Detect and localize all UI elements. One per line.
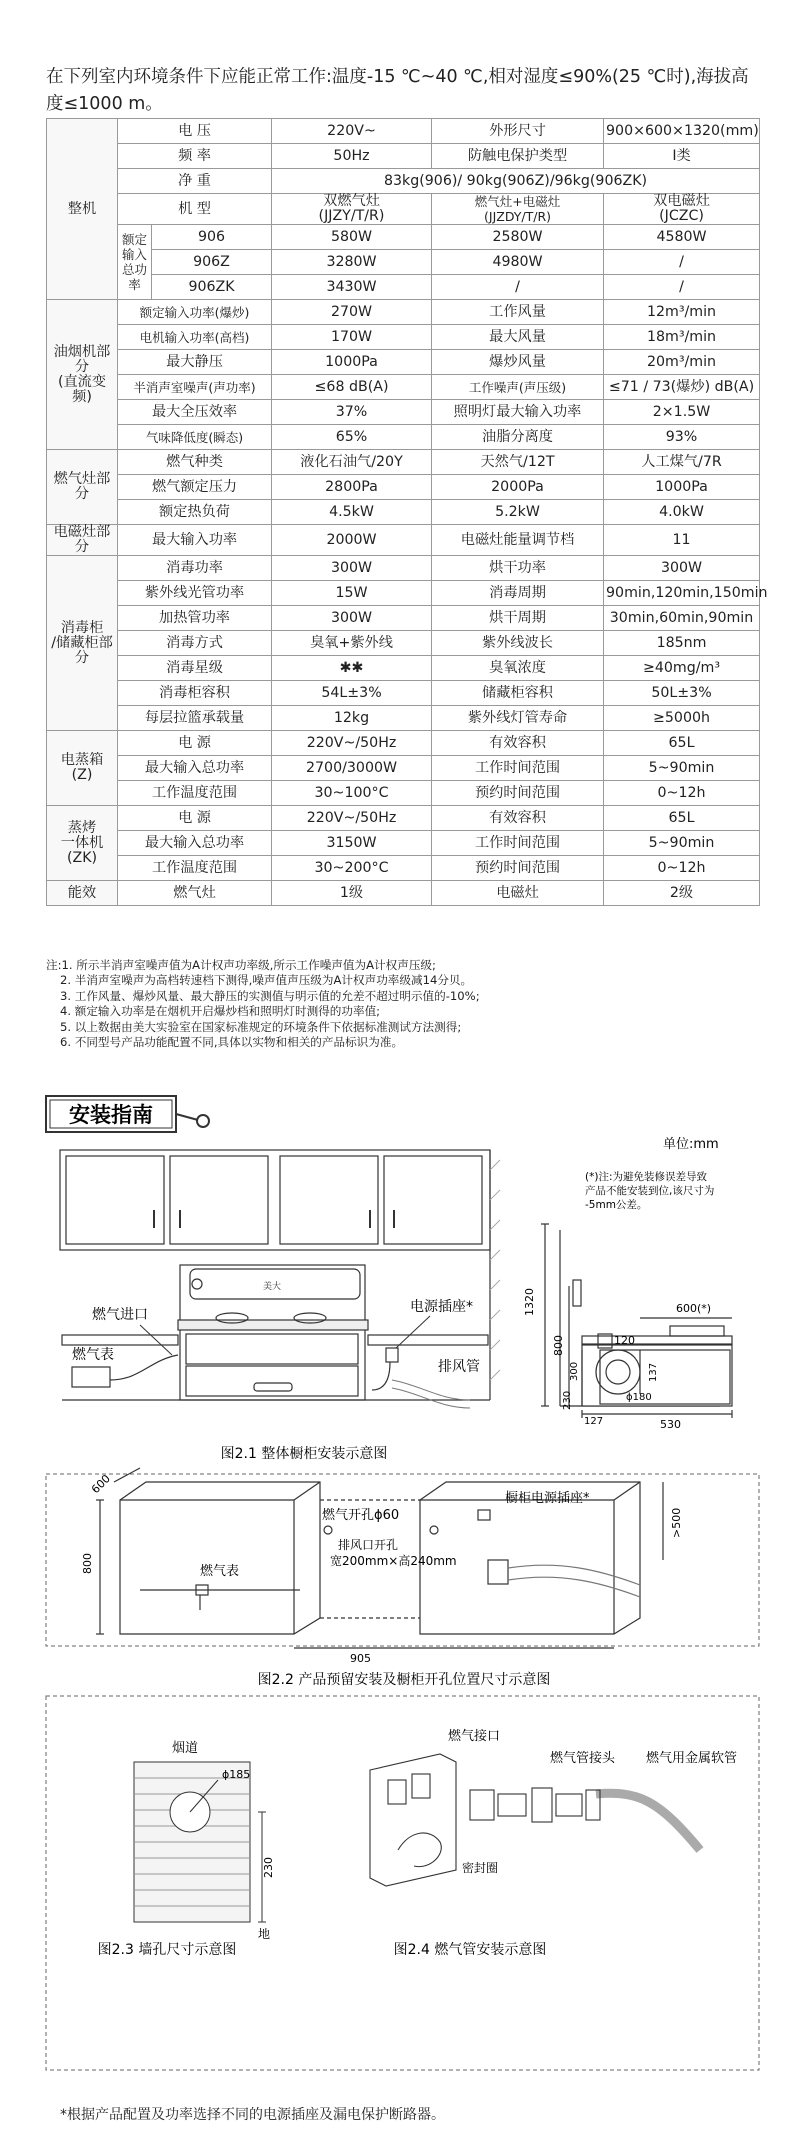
spec-label: 燃气额定压力 [118,475,272,500]
spec-cell: 工作时间范围 [432,831,604,856]
spec-label: 工作温度范围 [118,856,272,881]
spec-cell: 65L [604,731,760,756]
rated-power-label: 额定输入总功率 [118,225,152,300]
spec-cell: 900×600×1320(mm) [604,119,760,144]
spec-label: 电 源 [118,806,272,831]
spec-cell: ≤71 / 73(爆炒) dB(A) [604,375,760,400]
spec-cell: 天然气/12T [432,450,604,475]
spec-row [47,681,760,706]
spec-row [47,425,760,450]
group-label: 能效 [47,881,118,906]
side-note-3: -5mm公差。 [585,1199,648,1211]
spec-row [47,350,760,375]
spec-cell: 30~100°C [272,781,432,806]
spec-cell: 90min,120min,150min [604,581,760,606]
spec-cell: 2×1.5W [604,400,760,425]
spec-cell: 3150W [272,831,432,856]
spec-cell: 906 [152,225,272,250]
spec-label: 紫外线光管功率 [118,581,272,606]
note-line: 5. 以上数据由美大实验室在国家标准规定的环境条件下依据标准测试方法测得; [60,1019,462,1034]
spec-cell: 4580W [604,225,760,250]
spec-cell: 170W [272,325,432,350]
svg-text:ϕ180: ϕ180 [626,1392,652,1403]
spec-row [47,656,760,681]
spec-cell: 50Hz [272,144,432,169]
spec-cell: 54L±3% [272,681,432,706]
intro-text: 在下列室内环境条件下应能正常工作:温度-15 ℃~40 ℃,相对湿度≤90%(25 ℃时),海拔高度≤1000 m。 [46,67,749,114]
spec-label: 机 型 [118,194,272,225]
group-label: 燃气灶部分 [47,450,118,525]
spec-row [47,731,760,756]
spec-cell: 220V~/50Hz [272,806,432,831]
spec-label: 每层拉篮承载量 [118,706,272,731]
spec-cell: 照明灯最大输入功率 [432,400,604,425]
label-exhaust-hole: 排风口开孔 [338,1538,399,1552]
spec-cell: 2700/3000W [272,756,432,781]
group-label: 整机 [47,119,118,300]
spec-cell: 12kg [272,706,432,731]
spec-cell: 有效容积 [432,806,604,831]
spec-cell: 双电磁灶 (JCZC) [604,194,760,225]
spec-label: 工作温度范围 [118,781,272,806]
spec-cell: 300W [604,556,760,581]
spec-label: 额定热负荷 [118,500,272,525]
spec-row [47,300,760,325]
group-label: 电蒸箱 (Z) [47,731,118,806]
spec-cell: 5~90min [604,831,760,856]
spec-cell: 93% [604,425,760,450]
spec-row [47,450,760,475]
spec-cell: 15W [272,581,432,606]
figure-2-4 [370,1754,700,1886]
spec-cell: ≥40mg/m³ [604,656,760,681]
label-hose-joint: 燃气管接头 [550,1751,616,1766]
spec-row [47,325,760,350]
spec-row [47,500,760,525]
spec-cell: 紫外线灯管寿命 [432,706,604,731]
svg-text:600(*): 600(*) [676,1302,712,1315]
spec-cell: 液化石油气/20Y [272,450,432,475]
spec-cell: 双燃气灶 (JJZY/T/R) [272,194,432,225]
spec-cell: / [604,250,760,275]
spec-cell: 3430W [272,275,432,300]
spec-cell: 270W [272,300,432,325]
spec-cell: 2800Pa [272,475,432,500]
spec-cell: 20m³/min [604,350,760,375]
side-note-2: 产品不能安装到位,该尺寸为 [585,1185,715,1197]
spec-cell: 外形尺寸 [432,119,604,144]
spec-cell: 预约时间范围 [432,781,604,806]
spec-cell: 4.5kW [272,500,432,525]
spec-cell: 4980W [432,250,604,275]
spec-row [47,144,760,169]
spec-label: 净 重 [118,169,272,194]
spec-label: 最大输入总功率 [118,831,272,856]
spec-row [47,275,760,300]
spec-label: 气味降低度(瞬态) [118,425,272,450]
label-gas-meter-2: 燃气表 [200,1564,240,1579]
spec-label: 消毒柜容积 [118,681,272,706]
spec-cell: I类 [604,144,760,169]
spec-cell: 65% [272,425,432,450]
svg-text:800: 800 [81,1553,94,1574]
note-line: 6. 不同型号产品功能配置不同,具体以实物和相关的产品标识为准。 [60,1035,404,1050]
spec-row [47,781,760,806]
spec-cell: 1000Pa [604,475,760,500]
figure-2-1 [60,1150,500,1408]
spec-cell: 65L [604,806,760,831]
spec-cell: 储藏柜容积 [432,681,604,706]
spec-cell: 防触电保护类型 [432,144,604,169]
spec-row [47,606,760,631]
spec-row [47,119,760,144]
notes [46,958,480,1050]
spec-row [47,581,760,606]
svg-text:美大: 美大 [262,1282,282,1292]
label-exhaust: 排风管 [438,1359,480,1375]
spec-cell: 臭氧+紫外线 [272,631,432,656]
spec-cell: 臭氧浓度 [432,656,604,681]
spec-label: 加热管功率 [118,606,272,631]
spec-label: 电机输入功率(高档) [118,325,272,350]
spec-cell: 4.0kW [604,500,760,525]
note-line: 4. 额定输入功率是在烟机开启爆炒档和照明灯时测得的功率值; [60,1004,381,1019]
section-title: 安装指南 [69,1103,153,1127]
spec-cell: 工作风量 [432,300,604,325]
spec-cell: 烘干功率 [432,556,604,581]
spec-label: 最大输入功率 [118,525,272,556]
label-gas-hole: 燃气开孔ϕ60 [322,1508,400,1523]
spec-row [47,831,760,856]
svg-text:800: 800 [552,1335,565,1356]
svg-text:230: 230 [262,1857,275,1878]
spec-row [47,556,760,581]
label-gas-meter: 燃气表 [72,1347,114,1363]
spec-label: 最大静压 [118,350,272,375]
spec-row [47,400,760,425]
spec-cell: 0~12h [604,856,760,881]
spec-label: 最大全压效率 [118,400,272,425]
spec-row [47,881,760,906]
group-label: 电磁灶部分 [47,525,118,556]
spec-cell: 油脂分离度 [432,425,604,450]
spec-label: 额定输入功率(爆炒) [118,300,272,325]
spec-row [47,631,760,656]
spec-cell: ✱✱ [272,656,432,681]
svg-text:地: 地 [258,1927,271,1941]
spec-cell: 5~90min [604,756,760,781]
figure-2-2-caption: 图2.2 产品预留安装及橱柜开孔位置尺寸示意图 [257,1672,551,1688]
spec-label: 消毒功率 [118,556,272,581]
spec-cell: 消毒周期 [432,581,604,606]
spec-row [47,169,760,194]
label-cabinet-socket: 橱柜电源插座* [505,1491,590,1506]
spec-cell: 紫外线波长 [432,631,604,656]
spec-cell: 300W [272,606,432,631]
spec-row [47,756,760,781]
spec-cell: 50L±3% [604,681,760,706]
spec-cell: / [432,275,604,300]
spec-cell: 83kg(906)/ 90kg(906Z)/96kg(906ZK) [272,169,760,194]
label-metal-hose: 燃气用金属软管 [646,1751,738,1766]
spec-cell: 5.2kW [432,500,604,525]
spec-cell: ≥5000h [604,706,760,731]
spec-row [47,706,760,731]
spec-cell: 2000W [272,525,432,556]
spec-cell: 37% [272,400,432,425]
spec-row [47,806,760,831]
installation-figures [0,1090,790,2100]
spec-label: 频 率 [118,144,272,169]
spec-cell: 0~12h [604,781,760,806]
svg-text:530: 530 [660,1418,681,1431]
spec-cell: 30~200°C [272,856,432,881]
spec-label: 燃气种类 [118,450,272,475]
spec-cell: 最大风量 [432,325,604,350]
svg-text:600: 600 [88,1472,113,1497]
spec-label: 消毒星级 [118,656,272,681]
svg-text:ϕ185: ϕ185 [222,1768,251,1781]
label-flue: 烟道 [172,1741,199,1756]
spec-cell: 2000Pa [432,475,604,500]
spec-label: 半消声室噪声(声功率) [118,375,272,400]
figure-2-1-caption: 图2.1 整体橱柜安装示意图 [220,1446,388,1462]
figure-2-1-side [541,1224,732,1418]
spec-cell: 3280W [272,250,432,275]
spec-cell: 人工煤气/7R [604,450,760,475]
section-header [46,1096,209,1132]
spec-row [47,194,760,225]
note-line: 2. 半消声室噪声为高档转速档下测得,噪声值声压级为A计权声功率级减14分贝。 [60,973,473,988]
spec-cell: 有效容积 [432,731,604,756]
spec-cell: 电磁灶能量调节档 [432,525,604,556]
spec-cell: 预约时间范围 [432,856,604,881]
spec-cell: 18m³/min [604,325,760,350]
footnote: *根据产品配置及功率选择不同的电源插座及漏电保护断路器。 [60,2107,445,2123]
spec-cell: 300W [272,556,432,581]
spec-row [47,250,760,275]
group-label: 蒸烤 一体机 (ZK) [47,806,118,881]
spec-cell: 电磁灶 [432,881,604,906]
spec-cell: 燃气灶+电磁灶 (JJZDY/T/R) [432,194,604,225]
spec-cell: 爆炒风量 [432,350,604,375]
svg-text:230: 230 [562,1390,573,1410]
spec-cell: 2580W [432,225,604,250]
svg-text:120: 120 [614,1334,635,1347]
svg-text:137: 137 [648,1362,659,1382]
note-line: 3. 工作风量、爆炒风量、最大静压的实测值与明示值的允差不超过明示值的-10%; [60,988,480,1003]
svg-text:1320: 1320 [523,1288,536,1316]
spec-table [46,118,768,906]
spec-label: 电 压 [118,119,272,144]
spec-row [47,525,760,556]
group-label: 消毒柜 /储藏柜部分 [47,556,118,731]
spec-row [47,475,760,500]
spec-label: 最大输入总功率 [118,756,272,781]
unit-label: 单位:mm [663,1137,719,1152]
spec-cell: 220V~ [272,119,432,144]
spec-cell: 12m³/min [604,300,760,325]
label-power-socket: 电源插座* [410,1299,473,1315]
figure-2-3 [134,1762,266,1922]
spec-cell: 工作噪声(声压级) [432,375,604,400]
spec-label: 电 源 [118,731,272,756]
spec-row [47,856,760,881]
spec-cell: 220V~/50Hz [272,731,432,756]
spec-cell: 1级 [272,881,432,906]
spec-label: 燃气灶 [118,881,272,906]
spec-label: 消毒方式 [118,631,272,656]
side-note-1: (*)注:为避免装修误差导致 [585,1171,707,1183]
label-gas-port: 燃气接口 [448,1729,501,1744]
spec-cell: ≤68 dB(A) [272,375,432,400]
svg-text:905: 905 [350,1652,371,1665]
spec-row [47,375,760,400]
spec-cell: 580W [272,225,432,250]
label-gas-inlet: 燃气进口 [92,1307,148,1323]
spec-row [47,225,760,250]
svg-text:300: 300 [569,1361,580,1381]
svg-text:>500: >500 [670,1507,683,1538]
spec-cell: 185nm [604,631,760,656]
spec-cell: 工作时间范围 [432,756,604,781]
spec-cell: 烘干周期 [432,606,604,631]
spec-cell: 30min,60min,90min [604,606,760,631]
spec-cell: 906ZK [152,275,272,300]
figure-2-3-caption: 图2.3 墙孔尺寸示意图 [97,1942,237,1958]
spec-cell: 906Z [152,250,272,275]
spec-cell: 11 [604,525,760,556]
group-label: 油烟机部分 (直流变频) [47,300,118,450]
label-exhaust-size: 宽200mm×高240mm [330,1554,457,1568]
note-line: 注:1. 所示半消声室噪声值为A计权声功率级,所示工作噪声值为A计权声压级; [46,958,436,972]
spec-cell: 1000Pa [272,350,432,375]
svg-text:127: 127 [584,1416,604,1427]
figure-2-4-caption: 图2.4 燃气管安装示意图 [393,1942,547,1958]
spec-cell: 2级 [604,881,760,906]
label-seal: 密封圈 [462,1861,499,1875]
spec-cell: / [604,275,760,300]
